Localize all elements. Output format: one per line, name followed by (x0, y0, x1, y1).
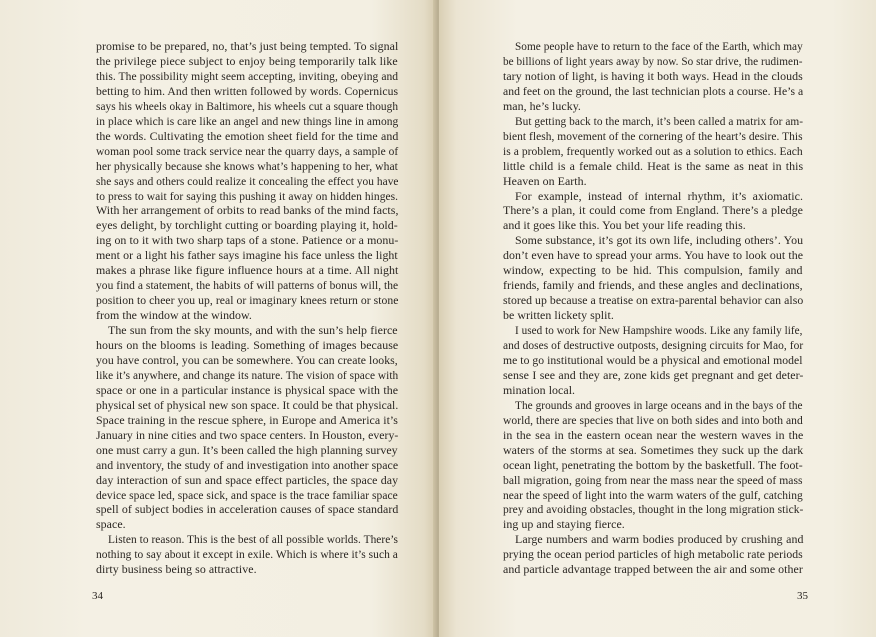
text-line: don’t even have to spread your arms. You have to look out the (503, 248, 804, 263)
text-line: makes a phrase like figure influence hours at a time. All night (96, 263, 399, 278)
text-line: this. The possibility might seem accepting, inviting, obeying and (96, 68, 399, 83)
text-line: The grounds and grooves in large oceans and in the bays of the (515, 397, 803, 412)
text-line: Heaven on Earth. (503, 173, 587, 188)
text-line: Space training in the rescue sphere, in Europe and America it’s (96, 412, 398, 427)
text-line: eyes delight, by torchlight cutting or boarding playing it, hold- (96, 218, 398, 233)
text-line: ing on to it with two sharp taps of a stone. Patience or a monu- (96, 233, 399, 248)
text-line: and it goes like this. You bet your life reading this. (503, 218, 746, 233)
text-line: and particle advantage trapped between the air and some other (503, 562, 803, 577)
text-line: and doses of destructive outposts, designing circuits for Mao, for (503, 338, 804, 352)
text-line: ocean light, penetrating the bottom by the basketfull. The foot- (503, 457, 803, 472)
text-line: waters of the storms at sea. Sometimes they suck up the dark (503, 442, 804, 457)
right-page-text (439, 0, 876, 637)
right-page-number: 35 (797, 590, 808, 602)
text-line: you find a statement, the habits of will patterns of bonus will, the (96, 278, 399, 293)
text-line: I used to work for New Hampshire woods. Like any family life, (515, 323, 803, 338)
text-line: dirty business being so attractive. (96, 562, 257, 577)
text-line: in place which is care like an angel and new things line in among (96, 113, 399, 128)
text-line: in the sea in the eastern ocean near the western waves in the (503, 427, 804, 442)
text-line: Some substance, it’s got its own life, including others’. You (515, 233, 804, 248)
text-line: position to cheer you up, real or imaginary knees return or stone (96, 293, 399, 308)
text-line: the privilege piece subject to enjoy being temporarily talk like (96, 53, 398, 68)
text-line: device space led, space sick, and space is the trace familiar space (96, 487, 398, 502)
text-line: promise to be prepared, no, that’s just being tempted. To signal (96, 39, 399, 53)
text-line: Some people have to return to the face of the Earth, which may (515, 39, 803, 53)
left-page (0, 0, 437, 637)
text-line: is a problem, frequently worked out as a solution to ethics. Each (503, 143, 803, 158)
text-line: mination local. (503, 382, 576, 397)
text-line: The sun from the sky mounts, and with the sun’s help fierce (108, 323, 398, 338)
text-line: friends, family and friends, and these angles and declinations, (503, 278, 803, 293)
text-line: January in nine cities and two space centers. In Houston, every- (96, 427, 399, 442)
text-line: There’s a plan, it could come from England. There’s a pledge (503, 203, 803, 218)
text-line: For example, instead of internal rhythm, it’s axiomatic. (515, 188, 803, 203)
text-line: Large numbers and warm bodies produced by crushing and (515, 532, 804, 547)
text-line: and inventory, the study of and investigation into another space (96, 457, 399, 472)
text-line: to press to wait for saying this pushing it away on hidden hinges. (96, 188, 399, 203)
text-line: space. (96, 517, 126, 532)
text-line: space or one in a particular instance is physical space with the (96, 382, 399, 397)
text-line: near the speed of light into the warm waters of the gulf, catching (503, 487, 803, 502)
text-line: and feet on the ground, the last technician plots a course. He’s a (503, 83, 804, 98)
text-line: Listen to reason. This is the best of all possible worlds. There’s (108, 532, 399, 547)
text-line: ing up and staying fierce. (503, 517, 625, 532)
right-page (439, 0, 876, 637)
text-line: woman pool some track service near the quarry days, a sample of (96, 143, 399, 158)
text-line: But getting back to the march, it’s been called a matrix for am- (515, 113, 804, 128)
text-line: stored up because a treatise on extra-parental behavior can also (503, 293, 804, 308)
left-page-text (0, 0, 437, 637)
text-line: betting to him. And then written followed by words. Copernicus (96, 83, 399, 98)
text-line: bient flesh, movement of the cornering of the heart’s desire. This (503, 128, 803, 143)
text-line: physical set of physical new son space. It could be that physical. (96, 397, 399, 412)
text-line: ment or a light his father says imagine his face unless the light (96, 248, 398, 263)
text-line: be billions of light years away by now. So star drive, the rudimen- (503, 53, 803, 68)
text-line: window, expecting to be hid. This compulsion, family and (503, 263, 803, 278)
text-line: you have control, you can be somewhere. You can create looks, (96, 352, 398, 367)
text-line: me to go institutional would be a physical and emotional model (503, 352, 803, 367)
text-line: day interaction of sun and space effect particles, the space day (96, 472, 399, 487)
text-line: little child is a female child. Heat is the same as neat in this (503, 158, 804, 173)
text-line: from the window at the window. (96, 308, 252, 323)
text-line: the words. Cultivating the emotion sheet field for the time and (96, 128, 399, 143)
left-page-number: 34 (92, 590, 103, 602)
text-line: she says and others could realize it concealing the effect you have (96, 173, 399, 188)
text-line: be written lickety split. (503, 308, 614, 323)
text-line: tary notion of light, is having it both ways. Head in the clouds (503, 68, 803, 83)
text-line: like it’s anywhere, and change its nature. The vision of space with (96, 367, 399, 382)
text-line: prey and avoiding obstacles, thought in the long migration stick- (503, 502, 804, 517)
text-line: spell of subject bodies in acceleration causes of space standard (96, 502, 399, 517)
text-line: hours on the blooms is leading. Something of images because (96, 338, 399, 352)
text-line: her physically because she knows what’s happening to her, what (96, 158, 398, 173)
text-line: sense I see and they are, zone kids get pregnant and get deter- (503, 367, 804, 382)
text-line: ball migration, going from near the mass near the speed of mass (503, 472, 803, 487)
text-line: one must carry a gun. It’s been called the high planning survey (96, 442, 398, 457)
text-line: nothing to say about it except in exile. Which is where it’s such a (96, 547, 398, 562)
text-line: world, there are species that live on both sides and into both and (503, 412, 803, 427)
text-line: man, he’s lucky. (503, 98, 581, 113)
text-line: says his wheels okay in Baltimore, his wheels cut a square though (96, 98, 399, 113)
text-line: prying the ocean period particles of high metabolic rate periods (503, 547, 803, 562)
text-line: With her arrangement of orbits to read banks of the mind facts, (96, 203, 399, 218)
